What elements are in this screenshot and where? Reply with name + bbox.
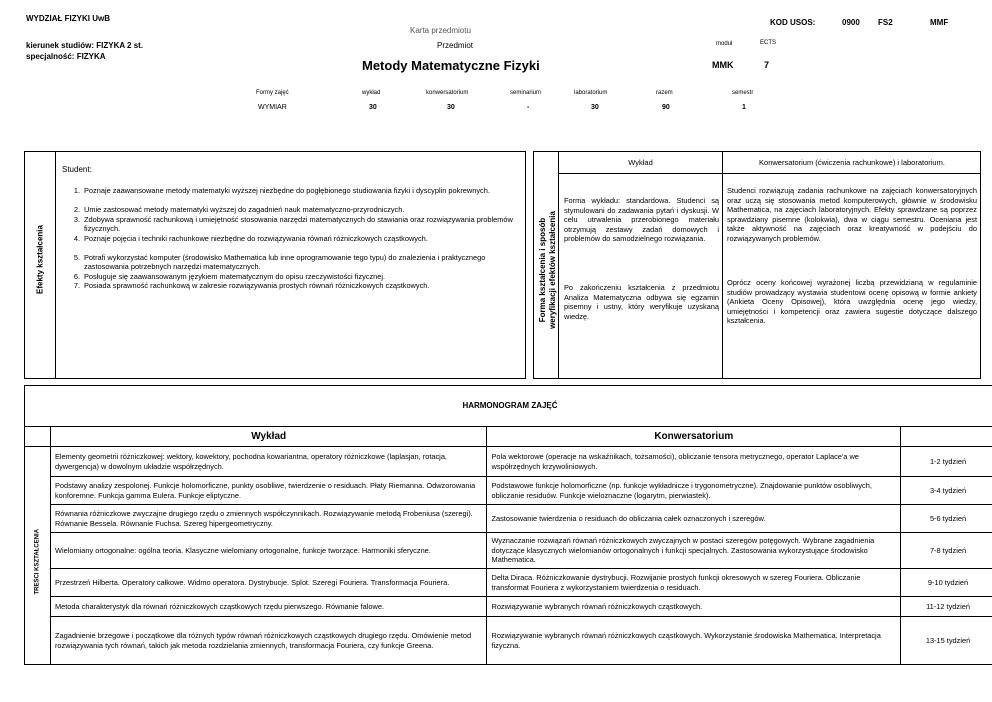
lecture-cell: Zagadnienie brzegowe i początkowe dla różnych typów równań różniczkowych cząstkowych drugiego rzędu. Omówienie metod rozwiązywania tych równań, takich jak metoda rozdzielania zmiennych, transformacja Fouriera, czy funkcje Greena. — [50, 617, 487, 665]
lecture-cell: Metoda charakterystyk dla równań różniczkowych cząstkowych rzędu pierwszego. Równanie falowe. — [50, 597, 487, 617]
wymiar-label: WYMIAR — [258, 104, 287, 111]
lecture-cell: Równania różniczkowe zwyczajne drugiego rzędu o zmiennych współczynnikach. Rozwiązywanie metodą Frobeniusa (szeregi). Równanie Bessela. Równanie Fuchsa. Szereg hipergeometryczny. — [50, 505, 487, 533]
schedule-classes-header: Konwersatorium — [487, 427, 901, 447]
learning-outcomes-list — [62, 186, 514, 291]
weeks-cell: 13-15 tydzień — [901, 617, 992, 665]
ects-value: 7 — [764, 60, 770, 70]
classes-column-header: Konwersatorium (ćwiczenia rachunkowe) i laboratorium. — [759, 158, 945, 167]
forms-col-label: laboratorium — [574, 90, 608, 96]
classes-cell: Wyznaczanie rozwiązań równań różniczkowych zwyczajnych w postaci szeregów potęgowych. Wybrane zagadnienia dotyczące klasycznych wielomianów ortogonalnych i funkcji specjalnych. Zastosowania wykorzystujące środowisko Mathematica. — [487, 533, 901, 569]
module-value: MMK — [712, 60, 734, 70]
lecture-cell: Elementy geometrii różniczkowej: wektory, kowektory, pochodna kowariantna, operatory różniczkowe (laplasjan, rotacja, dywergencja) w dowolnym układzie współrzędnych. — [50, 447, 487, 477]
forms-col-label: seminarium — [510, 90, 542, 96]
list-item: 6. Posługuje się zaawansowanym językiem matematycznym do opisu rzeczywistości fizycznej. — [73, 271, 386, 281]
divider — [722, 151, 723, 379]
lecture-description: Forma wykładu: standardowa. Studenci są stymulowani do zadawania pytań i dyskusji. W celu utrwalenia przerobionego materiału otrzymują zestawy zadań domowych i problemów do samodzielnego rozwiązania. — [564, 196, 719, 243]
list-item: 3. Zdobywa sprawność rachunkową i umiejętność stosowania narzędzi matematycznych do stawiania oraz rozwiązywania problemów fizycznych. — [73, 214, 513, 233]
lecture-cell: Wielomiany ortogonalne: ogólna teoria. Klasyczne wielomiany ortogonalne, funkcje tworzące. Harmoniki sferyczne. — [50, 533, 487, 569]
forms-col-value: 30 — [369, 104, 377, 111]
weeks-cell: 1-2 tydzień — [901, 447, 992, 477]
schedule-title: HARMONOGRAM ZAJĘĆ — [462, 401, 558, 410]
lecture-column-header: Wykład — [628, 158, 653, 167]
classes-cell: Delta Diraca. Różniczkowanie dystrybucji. Rozwijanie prostych funkcji okresowych w szereg Fouriera. Obliczanie transformat Fouriera z wykorzystaniem twierdzenia o residuach. — [487, 569, 901, 597]
list-item: 7. Posiada sprawność rachunkową w zakresie rozwiązywania prostych równań różniczkowych cząstkowych. — [73, 281, 430, 290]
forms-col-label: semestr — [732, 90, 754, 96]
schedule-table — [24, 426, 992, 665]
table-row — [25, 597, 992, 617]
student-intro: Student: — [62, 165, 92, 174]
course-title: Metody Matematyczne Fizyki — [362, 58, 540, 73]
usos-code-label: KOD USOS: — [770, 18, 816, 27]
teaching-form-side-label: Forma kształcenia i sposób weryfikacji efektów kształcenia — [538, 211, 557, 329]
schedule-lecture-header: Wykład — [50, 427, 487, 447]
schedule-side-label: TREŚCI KSZTAŁCENIA — [34, 528, 41, 595]
weeks-cell: 3-4 tydzień — [901, 477, 992, 505]
forms-col-value: 90 — [662, 104, 670, 111]
study-field: kierunek studiów: FIZYKA 2 st. — [26, 41, 144, 50]
schedule-side-cell — [25, 447, 51, 665]
table-row — [25, 617, 992, 665]
forms-col-value: 30 — [591, 104, 599, 111]
learning-outcomes-side-label: Efekty kształcenia — [35, 225, 45, 294]
forms-col-label: razem — [656, 90, 673, 96]
classes-cell: Pola wektorowe (operacje na wskaźnikach, tożsamości), obliczanie tensora metrycznego, operator Laplace'a we współrzędnych krzywoliniowych. — [487, 447, 901, 477]
weeks-cell: 5-6 tydzień — [901, 505, 992, 533]
lecture-cell: Przestrzeń Hilberta. Operatory całkowe. Widmo operatora. Dystrybucje. Splot. Szeregi Fouriera. Transformacja Fouriera. — [50, 569, 487, 597]
faculty-name: WYDZIAŁ FIZYKI UwB — [26, 14, 110, 23]
weeks-cell: 7-8 tydzień — [901, 533, 992, 569]
list-item: 4. Poznaje pojęcia i techniki rachunkowe niezbędne do rozwiązywania równań różniczkowych cząstkowych. — [73, 233, 428, 243]
subject-label: Przedmiot — [437, 41, 474, 50]
usos-code-part: FS2 — [878, 18, 893, 27]
weeks-cell: 9-10 tydzień — [901, 569, 992, 597]
list-item: 1. Poznaje zaawansowane metody matematyki wyższej niezbędne do pogłębionego studiowania fizyki i dyscyplin pokrewnych. — [73, 186, 490, 195]
classes-cell: Podstawowe funkcje holomorficzne (np. funkcje wykładnicze i trygonometryczne). Znajdowanie punktów osobliwych, obliczanie residuów. Funkcje wieloznaczne (logarytm, pierwiastek). — [487, 477, 901, 505]
list-item: 5. Potrafi wykorzystać komputer (środowisko Mathematica lub inne oprogramowanie tego typu) do znalezienia i praktycznego zastosowania potrzebnych narzędzi matematycznych. — [73, 252, 486, 271]
card-label: Karta przedmiotu — [410, 26, 471, 35]
forms-col-value: - — [527, 104, 530, 111]
classes-grading-description: Oprócz oceny końcowej wyrażonej liczbą przewidzianą w regulaminie studiów prowadzący wystawia studentowi ocenę opisową w formie ankiety (Ankieta Oceny Opisowej), która uwzględnia ocenę jego wiedzy, umiejętności i kompetencji oraz zawiera sugestie dotyczące dalszego kształcenia. — [727, 278, 977, 325]
classes-cell: Zastosowanie twierdzenia o residuach do obliczania całek oznaczonych i szeregów. — [487, 505, 901, 533]
list-item: 2. Umie zastosować metody matematyki wyższej do zagadnień nauk matematyczno-przyrodniczych. — [73, 205, 405, 214]
usos-code-part: 0900 — [842, 18, 860, 27]
divider — [558, 151, 559, 379]
forms-col-label: konwersatorium — [426, 90, 469, 96]
weeks-cell: 11-12 tydzień — [901, 597, 992, 617]
forms-col-label: wykład — [362, 90, 381, 96]
table-row — [25, 533, 992, 569]
ects-label: ECTS — [760, 40, 777, 46]
table-row — [25, 505, 992, 533]
lecture-exam-description: Po zakończeniu kształcenia z przedmiotu Analiza Matematyczna odbywa się egzamin pisemny i ustny, który weryfikuje uzyskaną wiedzę. — [564, 283, 719, 321]
module-label: moduł — [716, 41, 733, 47]
forms-row-label: Formy zajęć — [256, 90, 289, 96]
divider — [558, 173, 981, 174]
forms-col-value: 1 — [742, 104, 746, 111]
classes-cell: Rozwiązywanie wybranych równań różniczkowych cząstkowych. Wykorzystanie środowiska Mathematica. Interpretacja fizyczna. — [487, 617, 901, 665]
table-row — [25, 447, 992, 477]
table-row — [25, 477, 992, 505]
classes-cell: Rozwiązywanie wybranych równań różniczkowych cząstkowych. — [487, 597, 901, 617]
forms-col-value: 30 — [447, 104, 455, 111]
table-row — [25, 569, 992, 597]
divider — [55, 151, 56, 379]
lecture-cell: Podstawy analizy zespolonej. Funkcje holomorficzne, punkty osobliwe, twierdzenie o residuach. Płaty Riemanna. Odwzorowania konforemne. Funkcja gamma Eulera. Funkcje eliptyczne. — [50, 477, 487, 505]
usos-code-part: MMF — [930, 18, 949, 27]
specialization: specjalność: FIZYKA — [26, 52, 106, 61]
classes-description: Studenci rozwiązują zadania rachunkowe na zajęciach konwersatoryjnych oraz uczą się stosowania metod komputerowych, głównie w środowisku Mathematica, na zajęciach laboratoryjnych. Efekty sprawdzane są poprzez sprawdziany pisemne (kolokwia), dwa w ciągu semestru. Oceniana jest także aktywność na zajęciach oraz kreatywność w podejściu do rozwiązywanych problemów. — [727, 186, 977, 243]
